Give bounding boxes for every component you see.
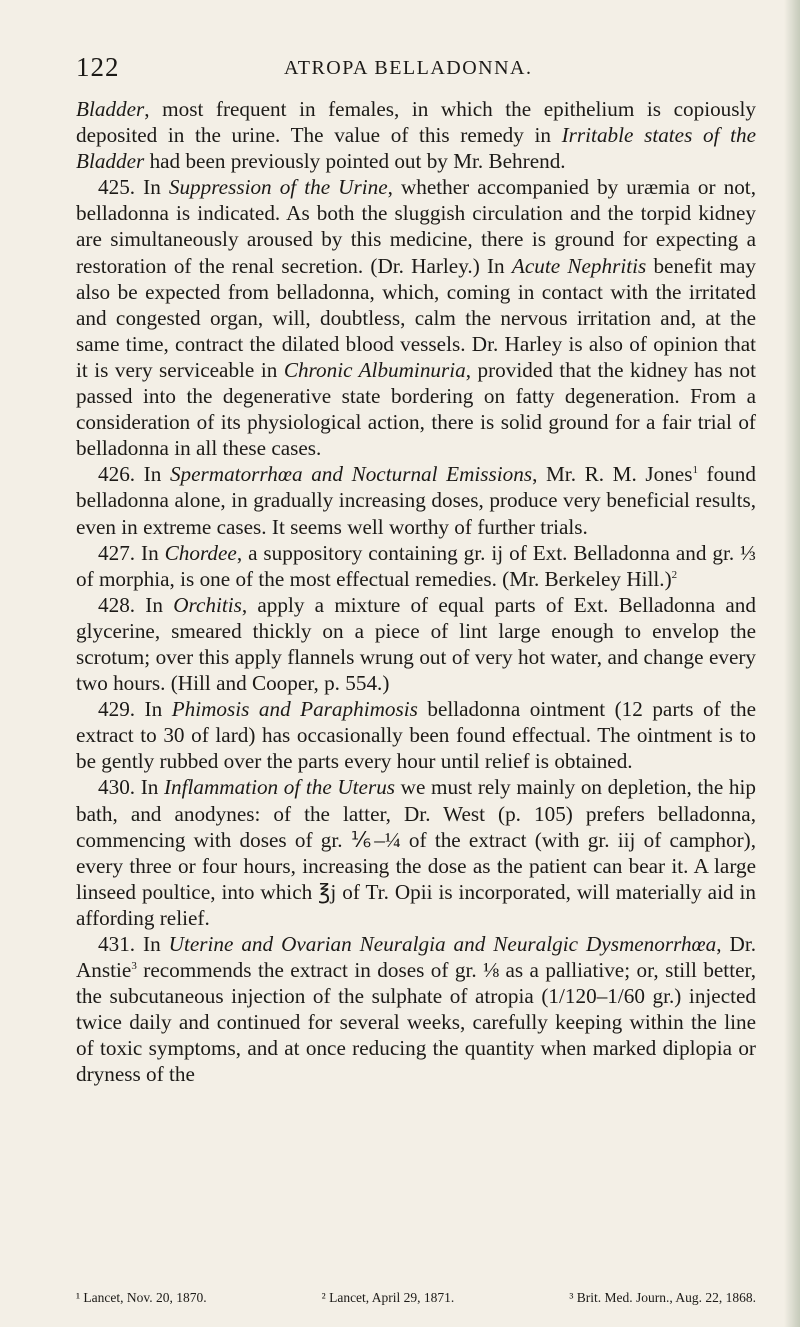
page-edge-shadow bbox=[784, 0, 800, 1327]
italic-term: Spermatorrhœa and Nocturnal Emissions bbox=[169, 462, 533, 487]
italic-term: Phimosis and Paraphimosis bbox=[171, 697, 418, 722]
paragraph-428 bbox=[76, 592, 756, 696]
text-run: 430. In bbox=[98, 775, 164, 800]
text-run: found belladonna alone, in gradually increasing doses, produce very beneficial results, even in extreme cases. It seems well worthy of further trials. bbox=[76, 462, 756, 539]
text-run: 425. In bbox=[98, 175, 169, 200]
text-run: , Mr. R. M. Jones bbox=[532, 462, 693, 487]
paragraph-427 bbox=[76, 540, 756, 592]
text-run: , a suppository containing gr. ij of Ext. Belladonna and gr. ⅓ of morphia, is one of the most effectual remedies. (Mr. Berkeley Hill.) bbox=[76, 540, 756, 591]
text-run: , provided that the kidney has not passed into the degenerative state bordering on fatty degeneration. From a consideration of its physiological action, there is solid ground for a fair trial of belladonna in all these cases. bbox=[76, 357, 756, 461]
text-run: , most frequent in females, in which the epithelium is copiously deposited in the urine. The value of this remedy in bbox=[76, 97, 756, 148]
italic-term: Irritable states of the Bladder bbox=[76, 123, 756, 174]
italic-term: Suppression of the Urine bbox=[168, 175, 388, 200]
footnote-marker: 3 bbox=[131, 960, 137, 973]
body-text bbox=[76, 96, 756, 1088]
text-run: belladonna ointment (12 parts of the extract to 30 of lard) has occasionally been found effectual. The ointment is to be gently rubbed over the parts every hour until relief is obtained. bbox=[76, 697, 757, 774]
text-run: 426. In bbox=[98, 462, 170, 487]
paragraph-429 bbox=[76, 696, 756, 774]
footnote-marker: 2 bbox=[671, 568, 678, 581]
text-run: we must rely mainly on depletion, the hip bath, and anodynes: of the latter, Dr. West (p. 105) prefers belladonna, commencing with doses of gr. ⅙–¼ of the extract (with gr. iij of camphor), every three or four hours, increasing the dose as the patient can bear it. A large linseed poultice, into which ℥j of Tr. Opii is incorporated, will materially aid in affording relief. bbox=[76, 775, 756, 930]
text-run: recommends the extract in doses of gr. ⅛ as a palliative; or, still better, the subcutaneous injection of the sulphate of atropia (1/120–1/60 gr.) injected twice daily and continued for several weeks, carefully keeping within the line of toxic symptoms, and at once reducing the quantity when marked diplopia or dryness of the bbox=[76, 958, 756, 1087]
italic-term: Inflammation of the Uterus bbox=[163, 775, 396, 800]
italic-term: Orchitis bbox=[173, 592, 242, 617]
text-run: had been previously pointed out by Mr. Behrend. bbox=[144, 149, 566, 174]
footnotes bbox=[76, 1290, 756, 1306]
footnote-3: ³ Brit. Med. Journ., Aug. 22, 1868. bbox=[569, 1290, 756, 1305]
italic-term: Chronic Albuminuria bbox=[283, 357, 466, 382]
text-run: 427. In bbox=[98, 540, 165, 565]
paragraph-continued bbox=[76, 96, 756, 174]
text-run: benefit may also be expected from belladonna, which, coming in contact with the irritated and congested organ, will, doubtless, calm the nervous irritation and, at the same time, contract the dilated blood vessels. Dr. Harley is also of opinion that it is very serviceable in bbox=[76, 253, 756, 382]
paragraph-430 bbox=[76, 774, 756, 931]
italic-term: Uterine and Ovarian Neuralgia and Neuralgic Dysmenorrhœa bbox=[168, 932, 717, 956]
italic-term: Bladder bbox=[76, 97, 145, 121]
text-run: 429. In bbox=[98, 697, 172, 722]
footnote-2: ² Lancet, April 29, 1871. bbox=[321, 1290, 455, 1305]
text-run: , Dr. Anstie bbox=[76, 932, 757, 983]
paragraph-431 bbox=[76, 931, 756, 1088]
running-title: ATROPA BELLADONNA. bbox=[284, 57, 533, 79]
text-run: , whether accompanied by uræmia or not, belladonna is indicated. As both the sluggish circulation and the torpid kidney are simultaneously aroused by this medicine, there is ground for expecting a restoration of the renal secretion. (Dr. Harley.) In bbox=[76, 175, 756, 278]
italic-term: Acute Nephritis bbox=[511, 253, 647, 278]
text-run: , apply a mixture of equal parts of Ext. Belladonna and glycerine, smeared thickly on a piece of lint large enough to envelop the scrotum; over this apply flannels wrung out of very hot water, and change every two hours. (Hill and Cooper, p. 554.) bbox=[76, 592, 756, 696]
italic-term: Chordee bbox=[164, 540, 237, 565]
text-run: 428. In bbox=[98, 592, 174, 617]
paragraph-425 bbox=[76, 174, 756, 461]
text-run: 431. In bbox=[98, 932, 169, 956]
page-number: 122 bbox=[76, 52, 120, 82]
paragraph-426 bbox=[76, 461, 756, 539]
footnote-marker: 1 bbox=[692, 464, 698, 477]
footnote-1: ¹ Lancet, Nov. 20, 1870. bbox=[76, 1290, 207, 1305]
